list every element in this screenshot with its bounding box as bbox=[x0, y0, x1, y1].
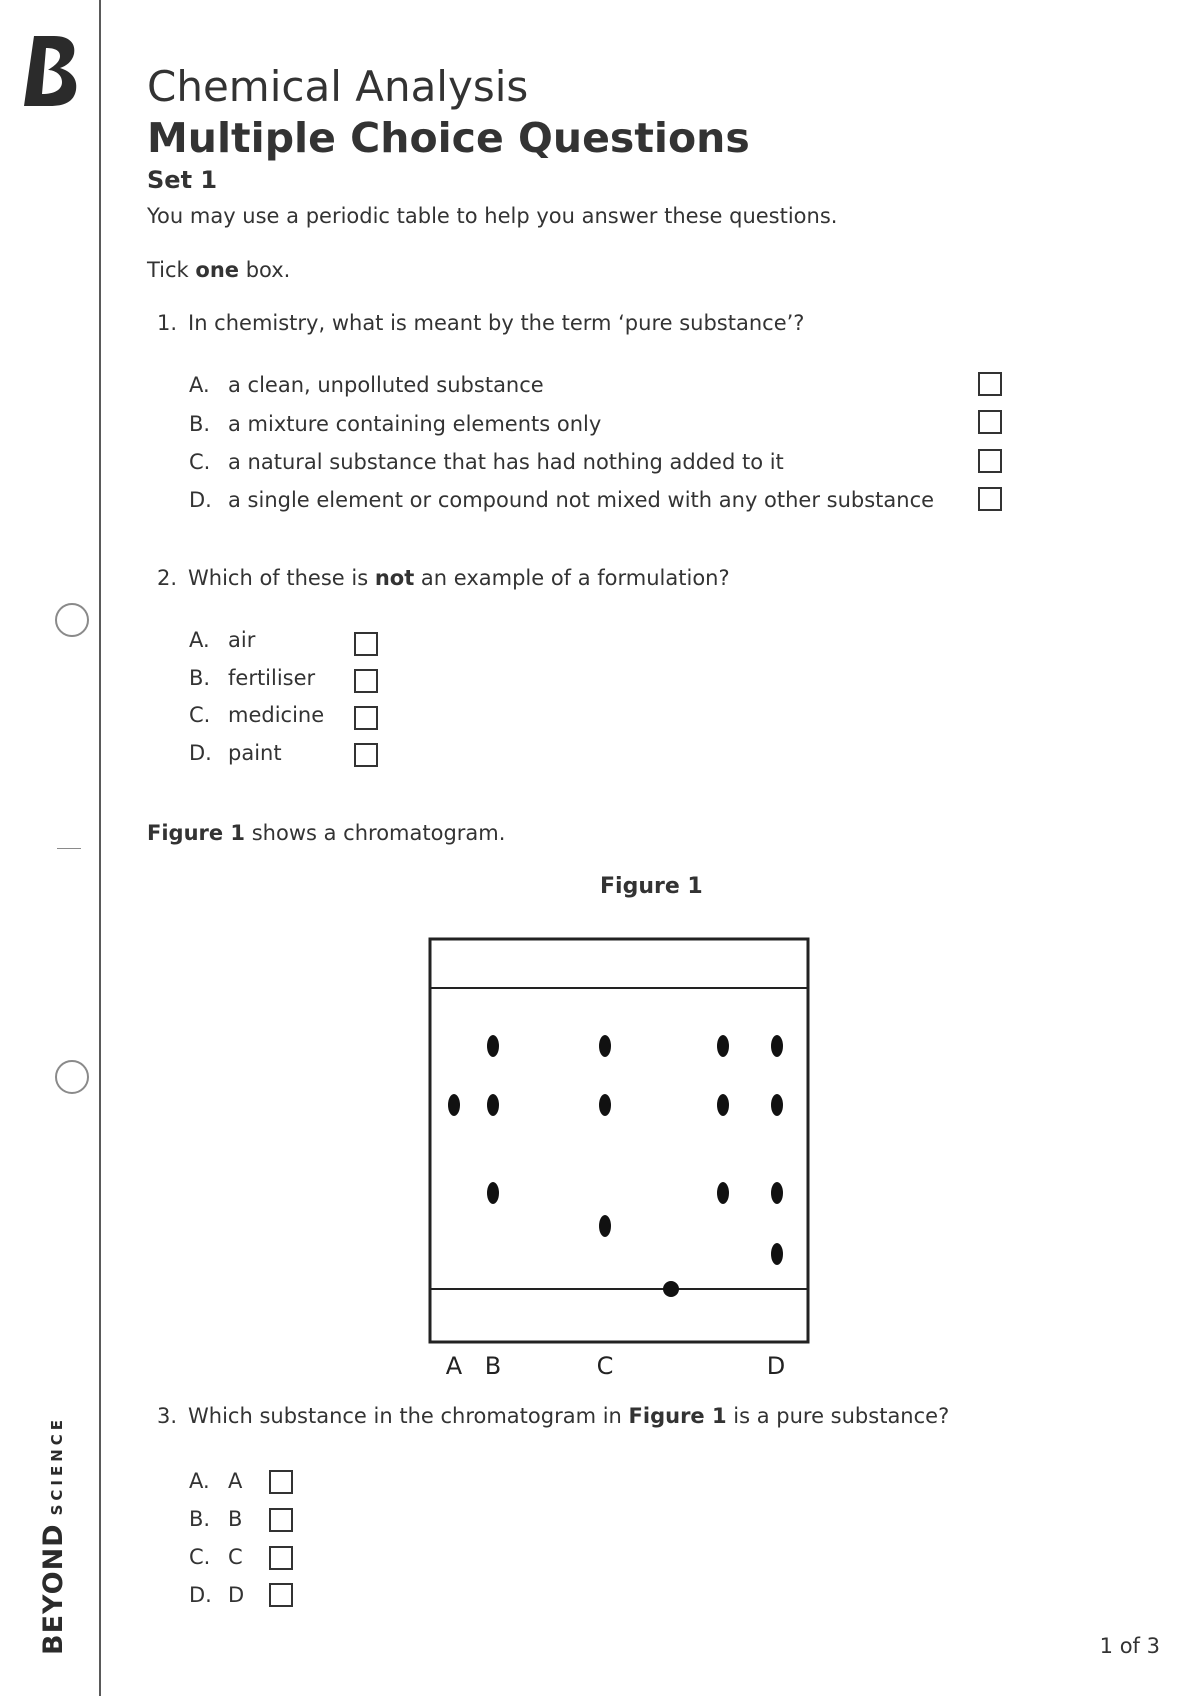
q3-option-c-letter: C. bbox=[189, 1545, 211, 1569]
chromatogram-spot bbox=[487, 1182, 499, 1204]
q3-option-d-text: D bbox=[228, 1583, 245, 1607]
chromatogram-spot bbox=[717, 1182, 729, 1204]
q2-option-d-text: paint bbox=[228, 741, 282, 765]
beyond-logo-icon bbox=[24, 34, 80, 108]
intro-text: You may use a periodic table to help you answer these questions. bbox=[147, 204, 838, 228]
chromatogram-spot bbox=[599, 1035, 611, 1057]
q2-option-a-checkbox[interactable] bbox=[354, 632, 378, 656]
chromatogram-spot bbox=[771, 1182, 783, 1204]
q2-option-b-text: fertiliser bbox=[228, 666, 316, 690]
lane-label-a: A bbox=[445, 1352, 463, 1377]
chromatogram-spot bbox=[717, 1035, 729, 1057]
q2-option-d-letter: D. bbox=[189, 741, 212, 765]
question-3-bold: Figure 1 bbox=[628, 1404, 727, 1428]
q1-option-a-text: a clean, unpolluted substance bbox=[228, 373, 544, 397]
q2-option-a-letter: A. bbox=[189, 628, 210, 652]
chromatogram-spot bbox=[599, 1215, 611, 1237]
chromatogram-spot bbox=[771, 1243, 783, 1265]
q2-option-b-checkbox[interactable] bbox=[354, 669, 378, 693]
q1-option-c-text: a natural substance that has had nothing added to it bbox=[228, 450, 784, 474]
figure-intro bbox=[147, 821, 505, 845]
q1-option-d-text: a single element or compound not mixed with any other substance bbox=[228, 488, 935, 512]
q3-option-b-checkbox[interactable] bbox=[269, 1508, 293, 1532]
q2-option-b-letter: B. bbox=[189, 666, 211, 690]
page-number: 1 of 3 bbox=[1099, 1634, 1160, 1658]
question-3-text bbox=[188, 1404, 949, 1428]
instruction-bold: one bbox=[195, 258, 240, 282]
q2-option-c-letter: C. bbox=[189, 703, 211, 727]
chromatogram-spot bbox=[771, 1094, 783, 1116]
set-label: Set 1 bbox=[147, 166, 218, 194]
q1-option-c-checkbox[interactable] bbox=[978, 449, 1002, 473]
question-2-bold: not bbox=[374, 566, 415, 590]
figure-title: Figure 1 bbox=[600, 874, 703, 899]
chromatogram-paper bbox=[430, 939, 808, 1342]
q2-option-a-text: air bbox=[228, 628, 256, 652]
lane-label-b: B bbox=[484, 1352, 502, 1377]
q1-option-b-checkbox[interactable] bbox=[978, 410, 1002, 434]
instruction-prefix: Tick bbox=[147, 258, 196, 282]
q1-option-b-text: a mixture containing elements only bbox=[228, 412, 602, 436]
chromatogram-spot bbox=[487, 1094, 499, 1116]
question-3-suffix: is a pure substance? bbox=[726, 1404, 950, 1428]
q2-option-c-text: medicine bbox=[228, 703, 325, 727]
q3-option-b-letter: B. bbox=[189, 1507, 211, 1531]
chromatogram-spot bbox=[448, 1094, 460, 1116]
q2-option-c-checkbox[interactable] bbox=[354, 706, 378, 730]
question-2-prefix: Which of these is bbox=[188, 566, 375, 590]
q1-option-d-letter: D. bbox=[189, 488, 212, 512]
q3-option-b-text: B bbox=[228, 1507, 243, 1531]
chromatogram-spot bbox=[771, 1035, 783, 1057]
instruction bbox=[147, 258, 290, 282]
q2-option-d-checkbox[interactable] bbox=[354, 743, 378, 767]
question-3-prefix: Which substance in the chromatogram in bbox=[188, 1404, 629, 1428]
lane-label-c: C bbox=[596, 1352, 614, 1377]
question-3-number: 3. bbox=[157, 1404, 178, 1428]
question-2-number: 2. bbox=[157, 566, 178, 590]
q1-option-a-letter: A. bbox=[189, 373, 210, 397]
q3-option-a-text: A bbox=[228, 1469, 243, 1493]
chromatogram-spot bbox=[487, 1035, 499, 1057]
question-2-suffix: an example of a formulation? bbox=[414, 566, 730, 590]
question-1-number: 1. bbox=[157, 311, 178, 335]
margin-line bbox=[99, 0, 101, 1696]
chromatogram-spot bbox=[717, 1094, 729, 1116]
brand-word-beyond: BEYOND bbox=[38, 1523, 69, 1655]
q1-option-c-letter: C. bbox=[189, 450, 211, 474]
page-title: Chemical Analysis bbox=[147, 62, 529, 111]
instruction-suffix: box. bbox=[239, 258, 291, 282]
fold-mark bbox=[57, 848, 81, 849]
q3-option-d-letter: D. bbox=[189, 1583, 212, 1607]
lane-label-d: D bbox=[766, 1352, 786, 1377]
page-subtitle: Multiple Choice Questions bbox=[147, 114, 750, 162]
q3-option-a-letter: A. bbox=[189, 1469, 210, 1493]
q3-option-c-text: C bbox=[228, 1545, 243, 1569]
figure-intro-bold: Figure 1 bbox=[147, 821, 246, 845]
q1-option-a-checkbox[interactable] bbox=[978, 372, 1002, 396]
chromatogram-figure bbox=[428, 937, 812, 1377]
question-2-text bbox=[188, 566, 730, 590]
q1-option-d-checkbox[interactable] bbox=[978, 487, 1002, 511]
question-1-text: In chemistry, what is meant by the term ‘pure substance’? bbox=[188, 311, 805, 335]
baseline-start-spot bbox=[663, 1281, 679, 1297]
figure-intro-suffix: shows a chromatogram. bbox=[245, 821, 506, 845]
brand-vertical bbox=[38, 1416, 69, 1655]
binder-hole bbox=[55, 603, 89, 637]
q3-option-d-checkbox[interactable] bbox=[269, 1583, 293, 1607]
q1-option-b-letter: B. bbox=[189, 412, 211, 436]
q3-option-c-checkbox[interactable] bbox=[269, 1546, 293, 1570]
chromatogram-spot bbox=[599, 1094, 611, 1116]
q3-option-a-checkbox[interactable] bbox=[269, 1470, 293, 1494]
brand-word-science: SCIENCE bbox=[48, 1415, 66, 1516]
binder-hole bbox=[55, 1060, 89, 1094]
